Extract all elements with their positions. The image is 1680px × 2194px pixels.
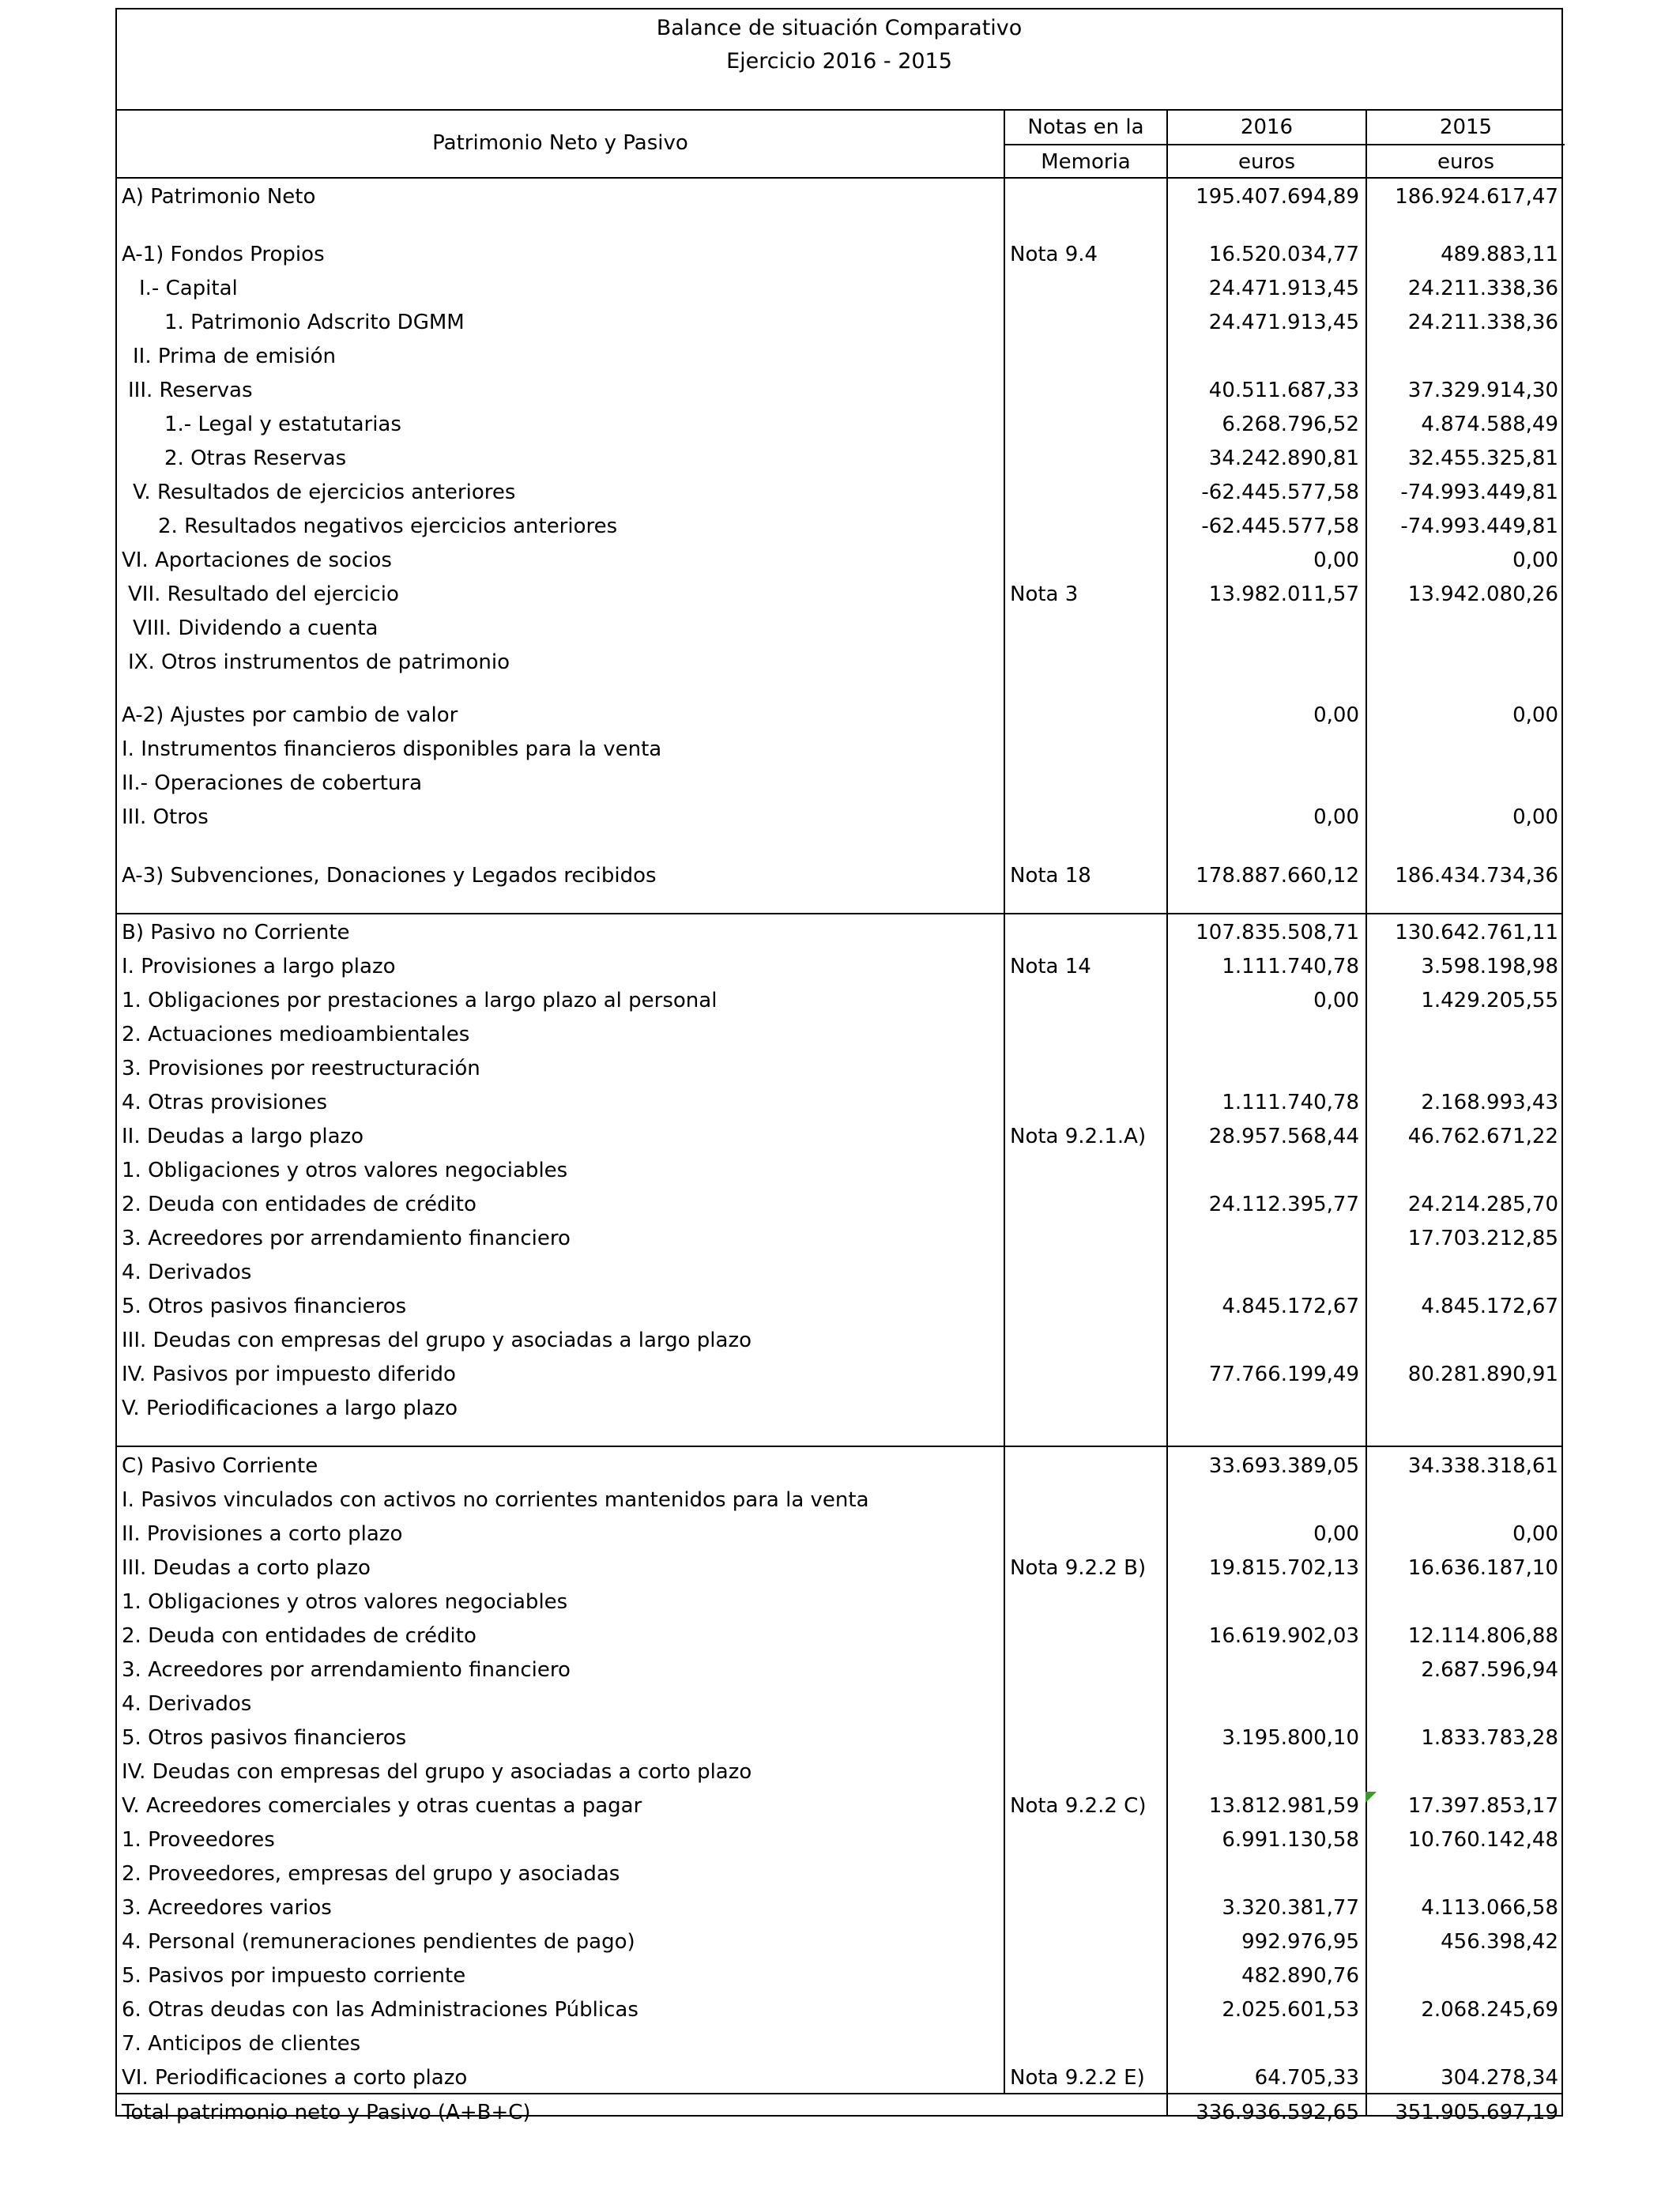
- row-label: 1. Patrimonio Adscrito DGMM: [164, 311, 465, 334]
- row-label: IX. Otros instrumentos de patrimonio: [128, 650, 510, 674]
- row-value-2016: 178.887.660,12: [1196, 864, 1359, 888]
- row-value-2016: 3.195.800,10: [1222, 1726, 1359, 1750]
- row-value-2015: 1.833.783,28: [1421, 1726, 1558, 1750]
- row-value-2015: 10.760.142,48: [1407, 1828, 1558, 1852]
- row-label: 5. Otros pasivos financieros: [122, 1295, 407, 1318]
- row-nota: Nota 9.4: [1010, 243, 1098, 266]
- row-label: 1.- Legal y estatutarias: [164, 413, 401, 436]
- row-value-2016: 2.025.601,53: [1222, 1998, 1359, 2022]
- row-value-2015: 2.168.993,43: [1421, 1091, 1558, 1114]
- row-label: 1. Obligaciones por prestaciones a largo plazo al personal: [122, 989, 718, 1012]
- row-label: 1. Proveedores: [122, 1828, 275, 1852]
- row-label: II.- Operaciones de cobertura: [122, 771, 422, 795]
- row-value-2016: 482.890,76: [1241, 1964, 1359, 1988]
- row-value-2016: 40.511.687,33: [1208, 379, 1359, 402]
- row-value-2015: 12.114.806,88: [1407, 1624, 1558, 1648]
- row-value-2015: 0,00: [1512, 548, 1558, 572]
- row-nota: Nota 14: [1010, 955, 1091, 978]
- row-value-2015: 1.429.205,55: [1421, 989, 1558, 1012]
- row-value-2016: 13.982.011,57: [1208, 582, 1359, 606]
- row-label: VIII. Dividendo a cuenta: [133, 616, 379, 640]
- row-value-2016: 992.976,95: [1241, 1930, 1359, 1954]
- row-value-2015: 3.598.198,98: [1421, 955, 1558, 978]
- row-value-2015: 0,00: [1512, 1522, 1558, 1546]
- row-nota: Nota 9.2.2 B): [1010, 1556, 1147, 1580]
- col-header-year-2015: 2015: [1439, 115, 1493, 139]
- row-label: 2. Deuda con entidades de crédito: [122, 1624, 477, 1648]
- row-label: 3. Acreedores varios: [122, 1896, 332, 1920]
- row-label: V. Periodificaciones a largo plazo: [122, 1397, 458, 1420]
- row-nota: Nota 9.2.2 C): [1010, 1794, 1147, 1818]
- row-label: 6. Otras deudas con las Administraciones Públicas: [122, 1998, 638, 2022]
- row-value-2015: 351.905.697,19: [1395, 2101, 1558, 2124]
- row-label: C) Pasivo Corriente: [122, 1454, 318, 1478]
- row-value-2015: 17.703.212,85: [1407, 1227, 1558, 1250]
- row-value-2015: 46.762.671,22: [1407, 1125, 1558, 1148]
- row-label: A) Patrimonio Neto: [122, 185, 316, 209]
- section-line-c: [117, 1446, 1561, 1447]
- row-label: I. Pasivos vinculados con activos no corrientes mantenidos para la venta: [122, 1488, 869, 1512]
- row-value-2016: 16.619.902,03: [1208, 1624, 1359, 1648]
- row-value-2016: 16.520.034,77: [1208, 243, 1359, 266]
- cell-comment-marker: [1365, 1792, 1377, 1803]
- row-label: V. Acreedores comerciales y otras cuentas a pagar: [122, 1794, 642, 1818]
- row-label: II. Deudas a largo plazo: [122, 1125, 364, 1148]
- col-header-notas-1: Notas en la: [1027, 115, 1144, 139]
- row-label: 3. Provisiones por reestructuración: [122, 1057, 480, 1080]
- col-header-year-2016: 2016: [1240, 115, 1294, 139]
- row-value-2016: 1.111.740,78: [1222, 955, 1359, 978]
- row-label: VI. Periodificaciones a corto plazo: [122, 2066, 468, 2090]
- row-value-2016: 1.111.740,78: [1222, 1091, 1359, 1114]
- balance-sheet: [115, 8, 1563, 2124]
- report-subtitle: Ejercicio 2016 - 2015: [726, 49, 952, 74]
- row-label: 5. Pasivos por impuesto corriente: [122, 1964, 466, 1988]
- row-label: III. Deudas con empresas del grupo y asociadas a largo plazo: [122, 1329, 751, 1352]
- row-value-2016: 6.268.796,52: [1222, 413, 1359, 436]
- row-label: 2. Deuda con entidades de crédito: [122, 1193, 477, 1216]
- header-top-line: [117, 109, 1561, 111]
- row-label: 2. Resultados negativos ejercicios anteriores: [158, 515, 618, 538]
- row-label: VII. Resultado del ejercicio: [128, 582, 399, 606]
- row-value-2015: 0,00: [1512, 805, 1558, 829]
- row-label: 1. Obligaciones y otros valores negociables: [122, 1159, 568, 1182]
- row-label: 2. Actuaciones medioambientales: [122, 1023, 470, 1046]
- row-label: 4. Otras provisiones: [122, 1091, 327, 1114]
- row-label: II. Prima de emisión: [133, 345, 336, 368]
- row-value-2015: 2.068.245,69: [1421, 1998, 1558, 2022]
- row-value-2016: 0,00: [1313, 805, 1359, 829]
- row-value-2016: 33.693.389,05: [1208, 1454, 1359, 1478]
- section-line-b: [117, 913, 1561, 914]
- report-title: Balance de situación Comparativo: [656, 16, 1023, 40]
- row-label: I. Instrumentos financieros disponibles para la venta: [122, 737, 662, 761]
- row-label: 1. Obligaciones y otros valores negociables: [122, 1590, 568, 1614]
- row-value-2016: 24.471.913,45: [1208, 277, 1359, 300]
- row-value-2015: 17.397.853,17: [1407, 1794, 1558, 1818]
- row-value-2015: 34.338.318,61: [1407, 1454, 1558, 1478]
- row-value-2015: 24.214.285,70: [1407, 1193, 1558, 1216]
- row-label: I.- Capital: [139, 277, 238, 300]
- row-label: 4. Derivados: [122, 1261, 252, 1284]
- row-label: B) Pasivo no Corriente: [122, 921, 350, 944]
- header-sub-line: [1004, 144, 1565, 145]
- row-value-2016: -62.445.577,58: [1201, 481, 1359, 504]
- row-label: III. Deudas a corto plazo: [122, 1556, 371, 1580]
- row-label: I. Provisiones a largo plazo: [122, 955, 396, 978]
- row-value-2016: 4.845.172,67: [1222, 1295, 1359, 1318]
- row-label: 4. Derivados: [122, 1692, 252, 1716]
- col-header-notas-2: Memoria: [1041, 150, 1131, 174]
- row-value-2015: 4.845.172,67: [1421, 1295, 1558, 1318]
- row-value-2016: 28.957.568,44: [1208, 1125, 1359, 1148]
- row-value-2016: 24.471.913,45: [1208, 311, 1359, 334]
- row-label: 4. Personal (remuneraciones pendientes de pago): [122, 1930, 635, 1954]
- row-label: 2. Proveedores, empresas del grupo y asociadas: [122, 1862, 620, 1886]
- row-label: Total patrimonio neto y Pasivo (A+B+C): [122, 2101, 531, 2124]
- row-label: V. Resultados de ejercicios anteriores: [133, 481, 516, 504]
- row-value-2016: 64.705,33: [1254, 2066, 1359, 2090]
- row-value-2015: -74.993.449,81: [1400, 515, 1558, 538]
- row-value-2015: 24.211.338,36: [1407, 277, 1558, 300]
- row-value-2016: 336.936.592,65: [1196, 2101, 1359, 2124]
- row-value-2015: 2.687.596,94: [1421, 1658, 1558, 1682]
- row-label: 2. Otras Reservas: [164, 447, 347, 470]
- col-header-label: Patrimonio Neto y Pasivo: [432, 131, 688, 155]
- header-bottom-line: [117, 177, 1561, 179]
- row-value-2016: 77.766.199,49: [1208, 1363, 1359, 1386]
- row-label: II. Provisiones a corto plazo: [122, 1522, 403, 1546]
- row-label: III. Reservas: [128, 379, 253, 402]
- row-nota: Nota 3: [1010, 582, 1079, 606]
- row-label: IV. Pasivos por impuesto diferido: [122, 1363, 456, 1386]
- row-nota: Nota 18: [1010, 864, 1091, 888]
- row-value-2015: 0,00: [1512, 703, 1558, 727]
- row-value-2016: 0,00: [1313, 989, 1359, 1012]
- row-value-2016: -62.445.577,58: [1201, 515, 1359, 538]
- col-divider-notas: [1004, 109, 1005, 2093]
- row-value-2015: 13.942.080,26: [1407, 582, 1558, 606]
- row-value-2016: 24.112.395,77: [1208, 1193, 1359, 1216]
- row-value-2016: 6.991.130,58: [1222, 1828, 1359, 1852]
- row-value-2015: 456.398,42: [1441, 1930, 1558, 1954]
- row-value-2016: 3.320.381,77: [1222, 1896, 1359, 1920]
- row-label: 7. Anticipos de clientes: [122, 2032, 361, 2056]
- row-nota: Nota 9.2.2 E): [1010, 2066, 1145, 2090]
- row-value-2015: 304.278,34: [1441, 2066, 1558, 2090]
- row-label: A-1) Fondos Propios: [122, 243, 325, 266]
- row-value-2015: 489.883,11: [1441, 243, 1558, 266]
- row-value-2016: 107.835.508,71: [1196, 921, 1359, 944]
- col-divider-2015: [1365, 109, 1367, 2117]
- row-nota: Nota 9.2.1.A): [1010, 1125, 1147, 1148]
- row-label: 3. Acreedores por arrendamiento financiero: [122, 1658, 571, 1682]
- row-value-2015: 16.636.187,10: [1407, 1556, 1558, 1580]
- row-label: 3. Acreedores por arrendamiento financiero: [122, 1227, 571, 1250]
- row-label: A-2) Ajustes por cambio de valor: [122, 703, 458, 727]
- row-value-2015: 32.455.325,81: [1407, 447, 1558, 470]
- row-value-2015: 130.642.761,11: [1395, 921, 1558, 944]
- row-value-2015: -74.993.449,81: [1400, 481, 1558, 504]
- row-value-2016: 195.407.694,89: [1196, 185, 1359, 209]
- row-label: A-3) Subvenciones, Donaciones y Legados recibidos: [122, 864, 657, 888]
- row-value-2016: 0,00: [1313, 548, 1359, 572]
- total-line: [117, 2093, 1561, 2094]
- row-value-2015: 24.211.338,36: [1407, 311, 1558, 334]
- row-value-2015: 37.329.914,30: [1407, 379, 1558, 402]
- col-divider-2016: [1166, 109, 1168, 2117]
- row-value-2016: 0,00: [1313, 703, 1359, 727]
- row-value-2015: 186.434.734,36: [1395, 864, 1558, 888]
- row-value-2015: 4.874.588,49: [1421, 413, 1558, 436]
- row-value-2016: 34.242.890,81: [1208, 447, 1359, 470]
- row-label: III. Otros: [122, 805, 209, 829]
- row-label: 5. Otros pasivos financieros: [122, 1726, 407, 1750]
- row-value-2016: 13.812.981,59: [1208, 1794, 1359, 1818]
- row-value-2016: 0,00: [1313, 1522, 1359, 1546]
- col-header-unit-2015: euros: [1437, 150, 1495, 174]
- col-header-unit-2016: euros: [1237, 150, 1296, 174]
- row-label: VI. Aportaciones de socios: [122, 548, 392, 572]
- row-value-2016: 19.815.702,13: [1208, 1556, 1359, 1580]
- row-value-2015: 4.113.066,58: [1421, 1896, 1558, 1920]
- row-value-2015: 80.281.890,91: [1407, 1363, 1558, 1386]
- row-label: IV. Deudas con empresas del grupo y asociadas a corto plazo: [122, 1760, 752, 1784]
- row-value-2015: 186.924.617,47: [1395, 185, 1558, 209]
